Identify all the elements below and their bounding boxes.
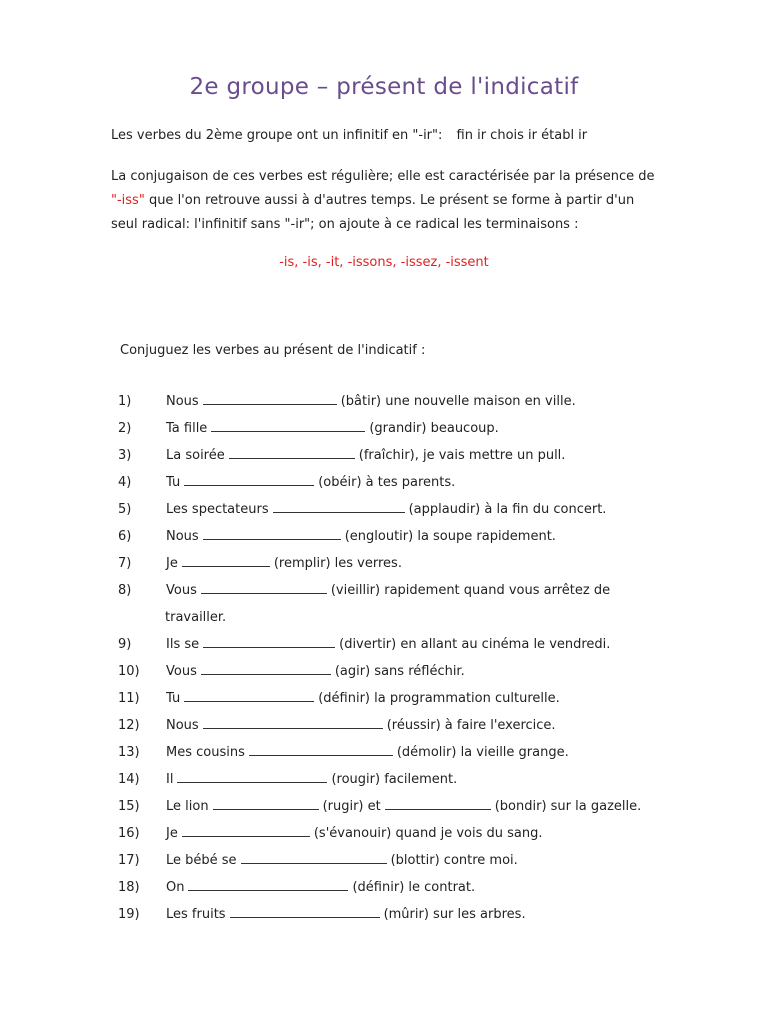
exercise-number: 10): [118, 664, 140, 679]
exercise-row: [118, 552, 402, 576]
exercise-subject: Nous: [166, 394, 199, 409]
answer-blank[interactable]: [184, 471, 314, 486]
exercise-verb: (vieillir) rapidement quand vous arrêtez de: [330, 583, 611, 598]
answer-blank[interactable]: [230, 903, 380, 918]
answer-blank[interactable]: [203, 390, 337, 405]
exercise-verb: (agir) sans réfléchir.: [334, 664, 465, 679]
exercise-row: [118, 525, 556, 549]
intro-examples: fin ir chois ir établ ir: [456, 128, 588, 143]
exercise-number: 16): [118, 826, 140, 841]
exercise-verb: (blottir) contre moi.: [390, 853, 518, 868]
exercise-subject: Nous: [166, 529, 199, 544]
exercise-number: 2): [118, 421, 132, 436]
answer-blank[interactable]: [203, 633, 335, 648]
explanation-line-1: La conjugaison de ces verbes est régulière; elle est caractérisée par la présence de: [111, 169, 655, 184]
exercise-number: 18): [118, 880, 140, 895]
exercise-number: 8): [118, 583, 132, 598]
answer-blank[interactable]: [273, 498, 405, 513]
page-title: 2e groupe – présent de l'indicatif: [189, 74, 579, 100]
answer-blank[interactable]: [184, 687, 314, 702]
exercise-subject: Nous: [166, 718, 199, 733]
exercise-row: [118, 795, 641, 819]
exercise-subject: Je: [166, 556, 178, 571]
exercise-subject: La soirée: [166, 448, 225, 463]
exercise-number: 11): [118, 691, 140, 706]
exercise-verb: (démolir) la vieille grange.: [396, 745, 569, 760]
exercise-verb: (obéir) à tes parents.: [318, 475, 456, 490]
exercise-verb: (s'évanouir) quand je vois du sang.: [313, 826, 543, 841]
answer-blank[interactable]: [182, 822, 310, 837]
endings-list: -is, -is, -it, -issons, -issez, -issent: [279, 255, 489, 270]
exercise-row: [118, 903, 526, 927]
exercise-row: [118, 471, 455, 495]
explanation-line-2: [111, 189, 634, 213]
exercise-number: 19): [118, 907, 140, 922]
exercise-subject: Vous: [166, 664, 197, 679]
answer-blank[interactable]: [201, 660, 331, 675]
answer-blank[interactable]: [203, 714, 383, 729]
exercise-verb: (remplir) les verres.: [273, 556, 402, 571]
exercise-subject: Tu: [166, 691, 181, 706]
exercise-subject: Ils se: [166, 637, 200, 652]
exercise-row: [118, 498, 606, 522]
exercise-verb: (grandir) beaucoup.: [369, 421, 499, 436]
answer-blank[interactable]: [188, 876, 348, 891]
exercise-row: [118, 876, 475, 900]
exercise-verb: (divertir) en allant au cinéma le vendredi.: [339, 637, 611, 652]
iss-highlight: "-iss": [111, 193, 145, 208]
exercise-instruction: Conjuguez les verbes au présent de l'indicatif :: [120, 343, 426, 358]
answer-blank[interactable]: [241, 849, 387, 864]
exercise-row: [118, 660, 465, 684]
answer-blank[interactable]: [201, 579, 327, 594]
exercise-number: 5): [118, 502, 132, 517]
explanation-line-2-rest: que l'on retrouve aussi à d'autres temps. Le présent se forme à partir d'un: [144, 193, 635, 208]
exercise-number: 1): [118, 394, 132, 409]
exercise-subject: Les spectateurs: [166, 502, 269, 517]
exercise-row: [118, 768, 457, 792]
exercise-number: 9): [118, 637, 132, 652]
intro-line: [111, 124, 587, 148]
exercise-number: 13): [118, 745, 140, 760]
answer-blank[interactable]: [203, 525, 341, 540]
exercise-number: 3): [118, 448, 132, 463]
exercise-row: [118, 741, 569, 765]
exercise-verb: (bâtir) une nouvelle maison en ville.: [340, 394, 576, 409]
exercise-number: 14): [118, 772, 140, 787]
exercise-subject: Le bébé se: [166, 853, 237, 868]
answer-blank[interactable]: [249, 741, 393, 756]
exercise-number: 17): [118, 853, 140, 868]
exercise-subject: Je: [166, 826, 178, 841]
exercise-verb: (réussir) à faire l'exercice.: [386, 718, 556, 733]
answer-blank[interactable]: [385, 795, 491, 810]
exercise-subject: Ta fille: [166, 421, 208, 436]
exercise-row: [118, 417, 499, 441]
exercise-number: 6): [118, 529, 132, 544]
intro-text: Les verbes du 2ème groupe ont un infinitif en "-ir":: [111, 128, 443, 143]
exercise-row: [118, 633, 610, 657]
exercise-continuation: travailler.: [165, 610, 227, 625]
exercise-verb: (applaudir) à la fin du concert.: [408, 502, 607, 517]
exercise-verb-2: (bondir) sur la gazelle.: [494, 799, 642, 814]
exercise-number: 4): [118, 475, 132, 490]
exercise-subject: Vous: [166, 583, 197, 598]
exercise-row: [118, 390, 576, 414]
exercise-number: 15): [118, 799, 140, 814]
answer-blank[interactable]: [177, 768, 327, 783]
exercise-subject: On: [166, 880, 185, 895]
exercise-verb: (mûrir) sur les arbres.: [383, 907, 526, 922]
exercise-number: 7): [118, 556, 132, 571]
answer-blank[interactable]: [213, 795, 319, 810]
explanation-line-3: seul radical: l'infinitif sans "-ir"; on ajoute à ce radical les terminaisons :: [111, 217, 579, 232]
exercise-row: [118, 444, 565, 468]
exercise-verb: (fraîchir), je vais mettre un pull.: [358, 448, 566, 463]
exercise-row: [118, 822, 543, 846]
exercise-row: [118, 687, 560, 711]
exercise-verb: (rugir) et: [322, 799, 381, 814]
exercise-verb: (engloutir) la soupe rapidement.: [344, 529, 556, 544]
answer-blank[interactable]: [211, 417, 365, 432]
answer-blank[interactable]: [182, 552, 270, 567]
exercise-number: 12): [118, 718, 140, 733]
exercise-subject: Le lion: [166, 799, 209, 814]
exercise-subject: Il: [166, 772, 174, 787]
exercise-subject: Tu: [166, 475, 181, 490]
exercise-verb: (rougir) facilement.: [331, 772, 458, 787]
exercise-row: [118, 579, 610, 603]
exercise-subject: Les fruits: [166, 907, 226, 922]
exercise-subject: Mes cousins: [166, 745, 245, 760]
exercise-verb: (définir) la programmation culturelle.: [318, 691, 560, 706]
exercise-row: [118, 849, 518, 873]
exercise-row: [118, 714, 556, 738]
exercise-verb: (définir) le contrat.: [352, 880, 476, 895]
answer-blank[interactable]: [229, 444, 355, 459]
